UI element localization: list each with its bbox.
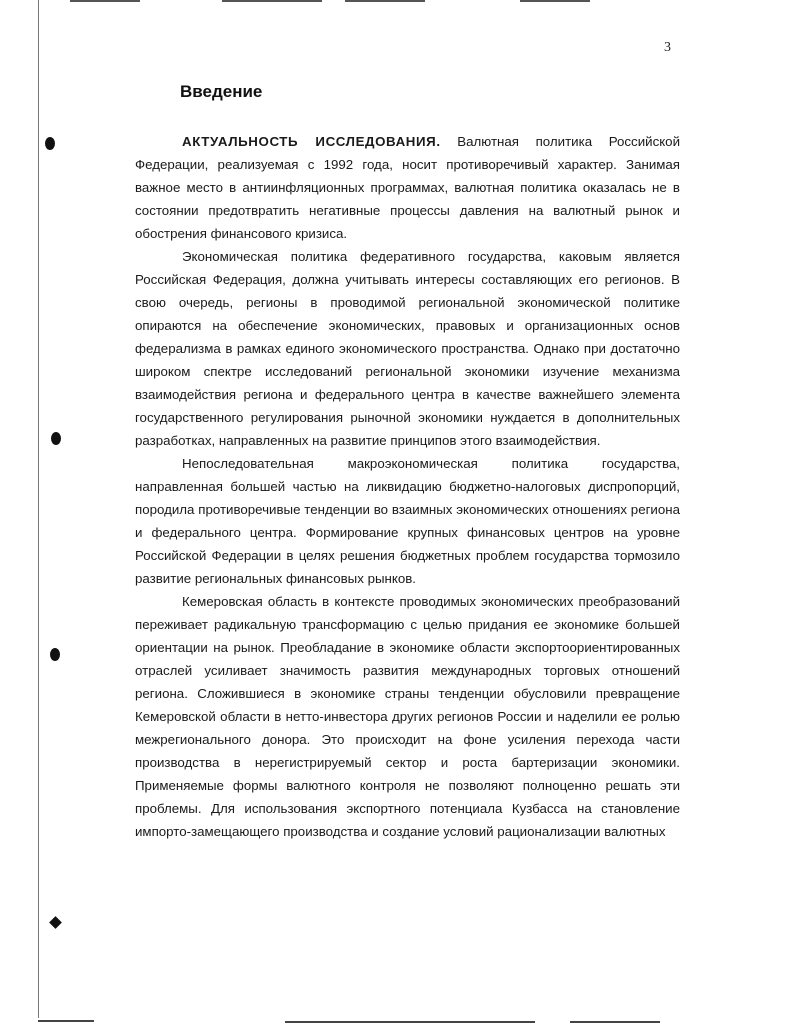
- paragraph-kemerovo: Кемеровская область в контексте проводимых экономических преобразований переживает радикальную трансформацию с целью придания ее экономике большей ориентации на рынок. Преобладание в экономике области экспортоориентированных отраслей усиливает значимость развития международных торговых отношений региона. Сложившиеся в экономике страны тенденции обусловили превращение Кемеровской области в нетто-инвестора других регионов России и наделили ее ролью межрегионального донора. Это происходит на фоне усиления перехода части производства в нерегистрируемый сектор и роста бартеризации экономики. Применяемые формы валютного контроля не позволяют полноценно решать эти проблемы. Для использования экспортного потенциала Кузбасса на становление импорто-замещающего производства и создание условий рационализации валютных: [135, 594, 680, 839]
- paragraph-relevance: [135, 130, 680, 245]
- scan-edge-top: [222, 0, 322, 2]
- document-body: [135, 130, 680, 843]
- paragraph-macroeconomic: Непоследовательная макроэкономическая политика государства, направленная большей частью на ликвидацию бюджетно-налоговых диспропорций, породила противоречивые тенденции во взаимных экономических отношениях региона и федерального центра. Формирование крупных финансовых центров на уровне Российской Федерации в целях решения бюджетных проблем государства тормозило развитие региональных финансовых рынков.: [135, 456, 680, 586]
- binding-hole-mark: [45, 137, 55, 150]
- scan-edge-left: [38, 0, 39, 1018]
- scan-edge-bottom: [285, 1021, 535, 1023]
- binding-hole-mark: [51, 432, 61, 445]
- scan-edge-bottom: [570, 1021, 660, 1023]
- paragraph-lead: АКТУАЛЬНОСТЬ ИССЛЕДОВАНИЯ.: [182, 134, 441, 149]
- scan-edge-top: [345, 0, 425, 2]
- scan-edge-bottom: [38, 1020, 94, 1022]
- page-number: 3: [664, 40, 671, 55]
- scan-edge-top: [70, 0, 140, 2]
- page-title: Введение: [180, 82, 263, 101]
- binding-hole-mark: [50, 648, 60, 661]
- paragraph-text: Валютная политика Российской Федерации, реализуемая с 1992 года, носит противоречивый характер. Занимая важное место в антиинфляционных программах, валютная политика оказалась не в состоянии предотвратить негативные процессы давления на валютный рынок и обострения финансового кризиса.: [135, 134, 681, 241]
- scan-edge-top: [520, 0, 590, 2]
- paragraph-federal-policy: Экономическая политика федеративного государства, каковым является Российская Федерация, должна учитывать интересы составляющих его регионов. В свою очередь, регионы в проводимой региональной экономической политике опираются на обеспечение экономических, правовых и организационных основ федерализма в рамках единого экономического пространства. Однако при достаточно широком спектре исследований региональной экономики изучение механизма взаимодействия региона и федерального центра в качестве важнейшего элемента государственного регулирования рыночной экономики нуждается в дополнительных разработках, направленных на развитие принципов этого взаимодействия.: [135, 249, 680, 448]
- binding-hole-mark: [49, 916, 62, 929]
